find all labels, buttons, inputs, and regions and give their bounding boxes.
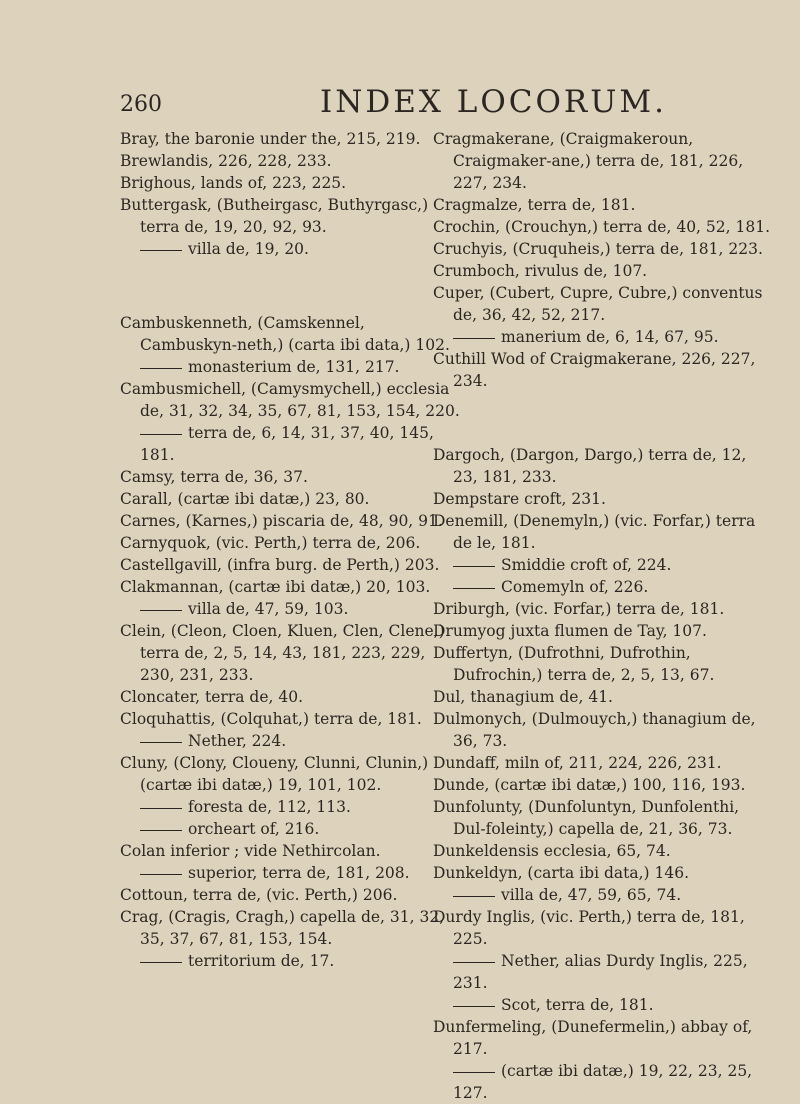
ditto-dash xyxy=(453,338,495,339)
index-entry: Clein, (Cleon, Cloen, Kluen, Clen, Clene,) terra de, 2, 5, 14, 43, 181, 223, 229, 230, 231, 233. xyxy=(120,622,445,684)
index-subentry xyxy=(433,1060,773,1104)
running-title: INDEX LOCORUM. xyxy=(320,84,667,120)
index-subentry xyxy=(120,950,460,972)
ditto-dash xyxy=(140,742,182,743)
ditto-dash xyxy=(453,962,495,963)
index-subentry-text: superior, terra de, 181, 208. xyxy=(188,864,410,882)
index-entry: Carall, (cartæ ibi datæ,) 23, 80. xyxy=(120,490,370,508)
index-entry: Cambuskenneth, (Camskennel, Cambuskyn-neth,) (carta ibi data,) 102. xyxy=(120,314,450,354)
index-entry: Clakmannan, (cartæ ibi datæ,) 20, 103. xyxy=(120,578,431,596)
ditto-dash xyxy=(140,962,182,963)
index-entry: Camsy, terra de, 36, 37. xyxy=(120,468,308,486)
index-subentry xyxy=(120,796,460,818)
index-entry: Durdy Inglis, (vic. Perth,) terra de, 181, 225. xyxy=(433,908,745,948)
index-entry: Dunkeldensis ecclesia, 65, 74. xyxy=(433,842,671,860)
index-entry: Cragmakerane, (Craigmakeroun, Craigmaker-ane,) terra de, 181, 226, 227, 234. xyxy=(433,130,744,192)
index-entry: Cloncater, terra de, 40. xyxy=(120,688,304,706)
index-subentry xyxy=(433,554,773,576)
index-entry: Carnes, (Karnes,) piscaria de, 48, 90, 91. xyxy=(120,512,443,530)
index-subentry-text: villa de, 19, 20. xyxy=(188,240,309,258)
index-entry: Dundaff, miln of, 211, 224, 226, 231. xyxy=(433,754,722,772)
index-subentry-text: manerium de, 6, 14, 67, 95. xyxy=(501,328,719,346)
index-subentry-text: terra de, 6, 14, 31, 37, 40, 145, 181. xyxy=(140,424,434,464)
index-entry: Cruchyis, (Cruquheis,) terra de, 181, 223. xyxy=(433,240,763,258)
index-subentry-text: villa de, 47, 59, 103. xyxy=(188,600,349,618)
ditto-dash xyxy=(140,610,182,611)
index-subentry xyxy=(120,862,460,884)
index-entry: Cloquhattis, (Colquhat,) terra de, 181. xyxy=(120,710,422,728)
index-entry: Brighous, lands of, 223, 225. xyxy=(120,174,347,192)
index-entry: Duffertyn, (Dufrothni, Dufrothin, Dufrochin,) terra de, 2, 5, 13, 67. xyxy=(433,644,715,684)
ditto-dash xyxy=(140,368,182,369)
index-entry: Cottoun, terra de, (vic. Perth,) 206. xyxy=(120,886,398,904)
ditto-dash xyxy=(140,250,182,251)
index-entry: Dul, thanagium de, 41. xyxy=(433,688,613,706)
index-subentry xyxy=(433,950,773,994)
section-gap xyxy=(433,392,773,444)
ditto-dash xyxy=(453,1072,495,1073)
index-entry: Drumyog juxta flumen de Tay, 107. xyxy=(433,622,707,640)
index-entry: Dunde, (cartæ ibi datæ,) 100, 116, 193. xyxy=(433,776,746,794)
index-subentry-text: foresta de, 112, 113. xyxy=(188,798,351,816)
ditto-dash xyxy=(140,808,182,809)
page-number: 260 xyxy=(120,92,162,117)
index-entry: Dunfolunty, (Dunfoluntyn, Dunfolenthi, Dul-foleinty,) capella de, 21, 36, 73. xyxy=(433,798,740,838)
index-subentry xyxy=(120,422,460,466)
index-entry: Cragmalze, terra de, 181. xyxy=(433,196,636,214)
ditto-dash xyxy=(453,896,495,897)
index-entry: Carnyquok, (vic. Perth,) terra de, 206. xyxy=(120,534,421,552)
index-entry: Cambusmichell, (Camysmychell,) ecclesia de, 31, 32, 34, 35, 67, 81, 153, 154, 220. xyxy=(120,380,460,420)
ditto-dash xyxy=(453,588,495,589)
index-subentry-text: Comemyln of, 226. xyxy=(501,578,649,596)
index-entry: Dempstare croft, 231. xyxy=(433,490,606,508)
index-entry: Bray, the baronie under the, 215, 219. xyxy=(120,130,421,148)
index-entry: Cuthill Wod of Craigmakerane, 226, 227, 234. xyxy=(433,350,756,390)
ditto-dash xyxy=(453,1006,495,1007)
index-entry: Buttergask, (Butheirgasc, Buthyrgasc,) terra de, 19, 20, 92, 93. xyxy=(120,196,429,236)
index-subentry xyxy=(120,818,460,840)
index-entry: Brewlandis, 226, 228, 233. xyxy=(120,152,332,170)
index-subentry xyxy=(433,576,773,598)
index-subentry-text: territorium de, 17. xyxy=(188,952,335,970)
index-subentry xyxy=(120,730,460,752)
index-subentry-text: orcheart of, 216. xyxy=(188,820,320,838)
index-subentry xyxy=(433,326,773,348)
index-subentry xyxy=(120,356,460,378)
index-subentry xyxy=(433,884,773,906)
index-subentry-text: villa de, 47, 59, 65, 74. xyxy=(501,886,682,904)
index-entry: Colan inferior ; vide Nethircolan. xyxy=(120,842,381,860)
index-entry: Dunfermeling, (Dunefermelin,) abbay of, 217. xyxy=(433,1018,753,1058)
index-entry: Crochin, (Crouchyn,) terra de, 40, 52, 181. xyxy=(433,218,770,236)
ditto-dash xyxy=(140,434,182,435)
index-entry: Dulmonych, (Dulmouych,) thanagium de, 36, 73. xyxy=(433,710,756,750)
index-entry: Castellgavill, (infra burg. de Perth,) 203. xyxy=(120,556,440,574)
index-subentry-text: Smiddie croft of, 224. xyxy=(501,556,672,574)
index-entry: Crag, (Cragis, Cragh,) capella de, 31, 32, 35, 37, 67, 81, 153, 154. xyxy=(120,908,445,948)
index-subentry xyxy=(433,994,773,1016)
ditto-dash xyxy=(140,874,182,875)
ditto-dash xyxy=(453,566,495,567)
index-subentry-text: monasterium de, 131, 217. xyxy=(188,358,400,376)
index-subentry xyxy=(120,238,460,260)
index-column-left xyxy=(120,128,460,972)
index-subentry-text: Nether, alias Durdy Inglis, 225, 231. xyxy=(453,952,748,992)
index-subentry-text: (cartæ ibi datæ,) 19, 22, 23, 25, 127. xyxy=(453,1062,753,1102)
index-subentry xyxy=(120,598,460,620)
index-entry: Dargoch, (Dargon, Dargo,) terra de, 12, 23, 181, 233. xyxy=(433,446,747,486)
index-entry: Dunkeldyn, (carta ibi data,) 146. xyxy=(433,864,690,882)
section-gap xyxy=(120,260,460,312)
index-entry: Driburgh, (vic. Forfar,) terra de, 181. xyxy=(433,600,725,618)
index-entry: Cuper, (Cubert, Cupre, Cubre,) conventus de, 36, 42, 52, 217. xyxy=(433,284,763,324)
index-subentry-text: Nether, 224. xyxy=(188,732,287,750)
ditto-dash xyxy=(140,830,182,831)
index-subentry-text: Scot, terra de, 181. xyxy=(501,996,654,1014)
index-column-right xyxy=(433,128,773,1104)
index-entry: Denemill, (Denemyln,) (vic. Forfar,) terra de le, 181. xyxy=(433,512,756,552)
index-entry: Crumboch, rivulus de, 107. xyxy=(433,262,648,280)
index-entry: Cluny, (Clony, Cloueny, Clunni, Clunin,) (cartæ ibi datæ,) 19, 101, 102. xyxy=(120,754,429,794)
